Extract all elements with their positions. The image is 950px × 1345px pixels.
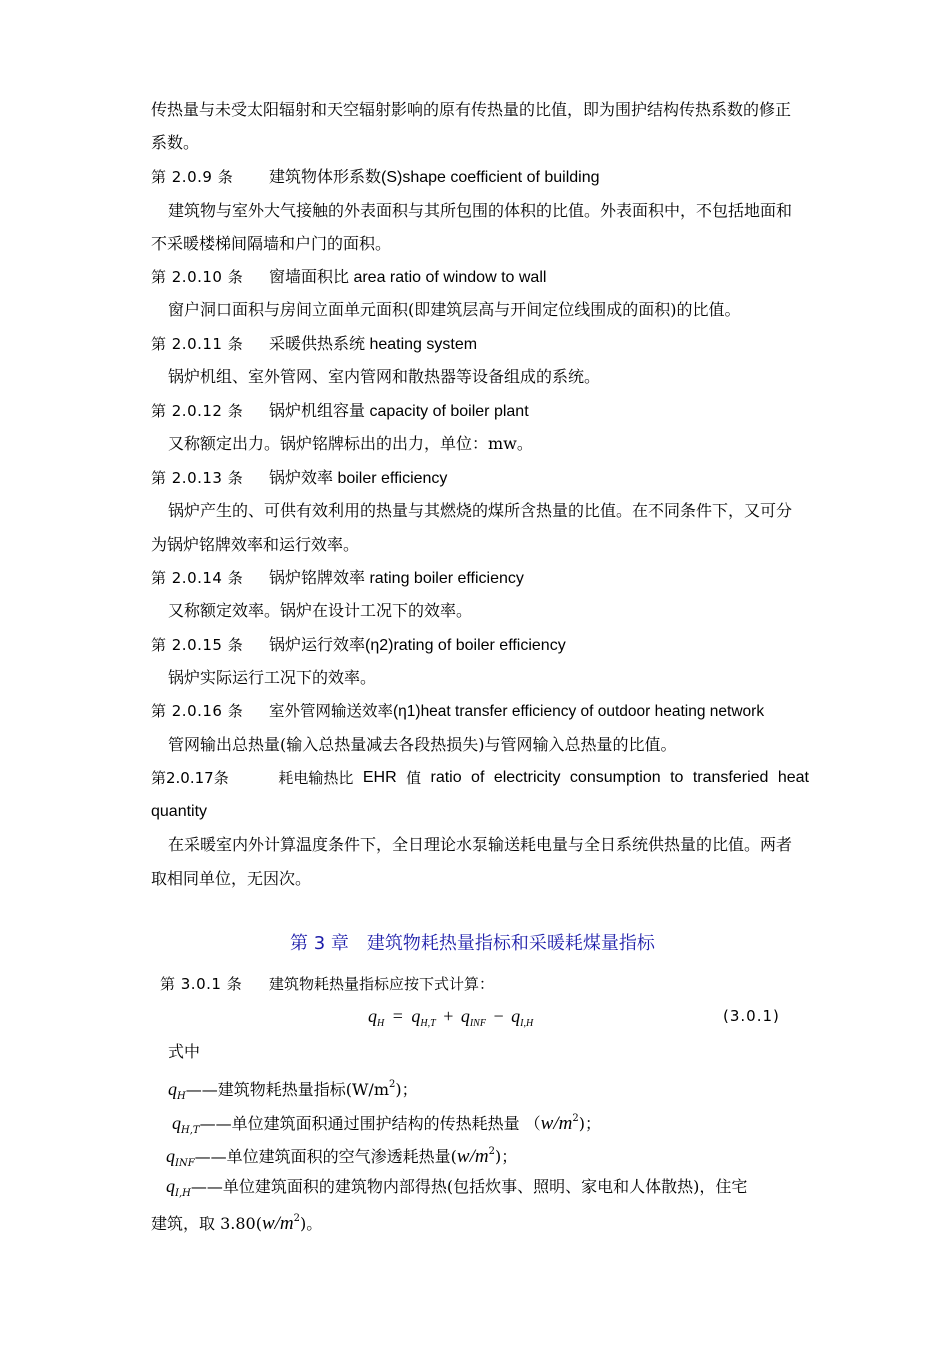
article-title: 建筑物耗热量指标应按下式计算：: [269, 975, 495, 993]
superscript: 2: [293, 1213, 301, 1224]
title-word: ratio: [430, 769, 462, 786]
symbol-q: q: [368, 1006, 377, 1026]
title-word: 值: [406, 769, 422, 787]
article-title: 室外管网输送效率(η1)heat transfer efficiency of outdoor heating network: [269, 703, 765, 720]
article-title: 采暖供热系统 heating system: [269, 336, 478, 353]
symbol-q: q: [166, 1176, 175, 1196]
article-body: 锅炉机组、室外管网、室内管网和散热器等设备组成的系统。: [168, 367, 601, 386]
article-heading: [151, 166, 600, 189]
chapter-heading: [290, 932, 655, 956]
article-title: 锅炉铭牌效率 rating boiler efficiency: [269, 570, 524, 587]
subscript: H,T: [181, 1125, 200, 1136]
definition-line: [172, 1108, 601, 1142]
definition-text: ——单位建筑面积通过围护结构的传热耗热量 （: [199, 1114, 541, 1133]
definition-line: [166, 1175, 747, 1205]
article-heading: [160, 973, 494, 995]
article-title: 锅炉效率 boiler efficiency: [269, 470, 448, 487]
unit: w/m: [540, 1113, 573, 1134]
article-heading: [151, 266, 546, 289]
article-number: 第 2.0.14 条: [151, 569, 244, 587]
article-title: 窗墙面积比 area ratio of window to wall: [269, 269, 547, 286]
subscript: I,H: [175, 1188, 191, 1199]
subscript: INF: [469, 1018, 486, 1029]
definition-tail: )；: [578, 1114, 601, 1133]
title-word: transferied: [692, 769, 769, 786]
article-body: 窗户洞口面积与房间立面单元面积(即建筑层高与开间定位线围成的面积)的比值。: [168, 300, 741, 319]
formula: [368, 1006, 533, 1029]
article-body: 建筑物与室外大气接触的外表面积与其所包围的体积的比值。外表面积中，不包括地面和: [168, 201, 793, 220]
definition-line: [168, 1074, 418, 1108]
title-word: 耗电输热比: [278, 769, 354, 787]
article-number: 第 2.0.16 条: [151, 702, 244, 720]
superscript: 2: [488, 1146, 495, 1157]
title-word: to: [670, 769, 684, 786]
article-body: 为锅炉铭牌效率和运行效率。: [151, 535, 360, 554]
subscript: H,T: [420, 1018, 436, 1029]
unit: w/m: [261, 1213, 294, 1234]
definition-text: ——单位建筑面积的建筑物内部得热(包括炊事、照明、家电和人体散热)，住宅: [190, 1177, 748, 1196]
title-word: EHR: [362, 769, 397, 786]
title-word: heat: [777, 769, 809, 786]
intro-line: 传热量与未受太阳辐射和天空辐射影响的原有传热量的比值，即为围护结构传热系数的修正: [151, 100, 792, 119]
article-number: 第 2.0.9 条: [151, 168, 234, 186]
definition-tail: )。: [300, 1214, 323, 1233]
article-body: 在采暖室内外计算温度条件下，全日理论水泵输送耗电量与全日系统供热量的比值。两者: [168, 835, 793, 854]
plus-sign: +: [443, 1006, 454, 1026]
article-title: 锅炉运行效率(η2)rating of boiler efficiency: [269, 637, 566, 654]
symbol-q: q: [511, 1006, 521, 1026]
definition-tail: )；: [395, 1080, 418, 1099]
article-heading: [151, 467, 447, 490]
where-label: 式中: [168, 1042, 201, 1061]
superscript: 2: [389, 1079, 396, 1090]
subscript: INF: [175, 1158, 195, 1169]
symbol-q: q: [168, 1079, 177, 1099]
article-title: 锅炉机组容量 capacity of boiler plant: [269, 403, 529, 420]
article-heading: [151, 767, 809, 789]
article-body: 锅炉实际运行工况下的效率。: [168, 668, 377, 687]
definition-text: ——单位建筑面积的空气渗透耗热量(: [194, 1147, 457, 1166]
article-body: 又称额定出力。锅炉铭牌标出的出力，单位：mw。: [168, 434, 533, 453]
chapter-number: 第 3 章: [290, 933, 349, 954]
minus-sign: −: [493, 1006, 504, 1026]
subscript: H: [177, 1091, 186, 1102]
article-number: 第2.0.17条: [151, 769, 229, 787]
definition-continued: [151, 1208, 322, 1235]
article-body: 管网输出总热量(输入总热量减去各段热损失)与管网输入总热量的比值。: [168, 735, 677, 754]
title-word: consumption: [569, 769, 661, 786]
symbol-q: q: [411, 1006, 421, 1026]
subscript: H: [377, 1018, 385, 1029]
article-number: 第 2.0.15 条: [151, 636, 244, 654]
symbol-q: q: [460, 1006, 470, 1026]
article-title-continued: quantity: [151, 803, 208, 820]
title-word: electricity: [493, 769, 561, 786]
superscript: 2: [572, 1113, 579, 1124]
article-heading: [151, 333, 477, 356]
article-body: 锅炉产生的、可供有效利用的热量与其燃烧的煤所含热量的比值。在不同条件下，又可分: [168, 501, 793, 520]
subscript: I,H: [520, 1018, 534, 1029]
article-heading: [151, 634, 566, 657]
definition-line: [166, 1141, 517, 1175]
definition-text: 建筑，取 3.80(: [151, 1214, 262, 1233]
article-number: 第 2.0.11 条: [151, 335, 244, 353]
chapter-title: 建筑物耗热量指标和采暖耗煤量指标: [366, 933, 655, 954]
unit: w/m: [456, 1146, 489, 1167]
article-heading: [151, 700, 764, 723]
equation-number: (3.0.1): [723, 1007, 780, 1025]
article-body: 取相同单位，无因次。: [151, 869, 312, 888]
article-body: 又称额定效率。锅炉在设计工况下的效率。: [168, 601, 473, 620]
article-number: 第 2.0.13 条: [151, 469, 244, 487]
article-heading: [151, 400, 529, 423]
article-body: 不采暖楼梯间隔墙和户门的面积。: [151, 234, 392, 253]
symbol-q: q: [166, 1146, 175, 1166]
article-number: 第 2.0.12 条: [151, 402, 244, 420]
article-title: 建筑物体形系数(S)shape coefficient of building: [269, 169, 600, 186]
definition-text: ——建筑物耗热量指标(W/m: [185, 1080, 389, 1099]
title-word: of: [471, 769, 485, 786]
intro-line: 系数。: [151, 133, 200, 152]
article-heading: [151, 567, 524, 590]
definition-tail: )；: [494, 1147, 518, 1166]
article-number: 第 3.0.1 条: [160, 975, 243, 993]
equals-sign: =: [392, 1006, 403, 1026]
symbol-q: q: [172, 1113, 181, 1133]
article-number: 第 2.0.10 条: [151, 268, 244, 286]
